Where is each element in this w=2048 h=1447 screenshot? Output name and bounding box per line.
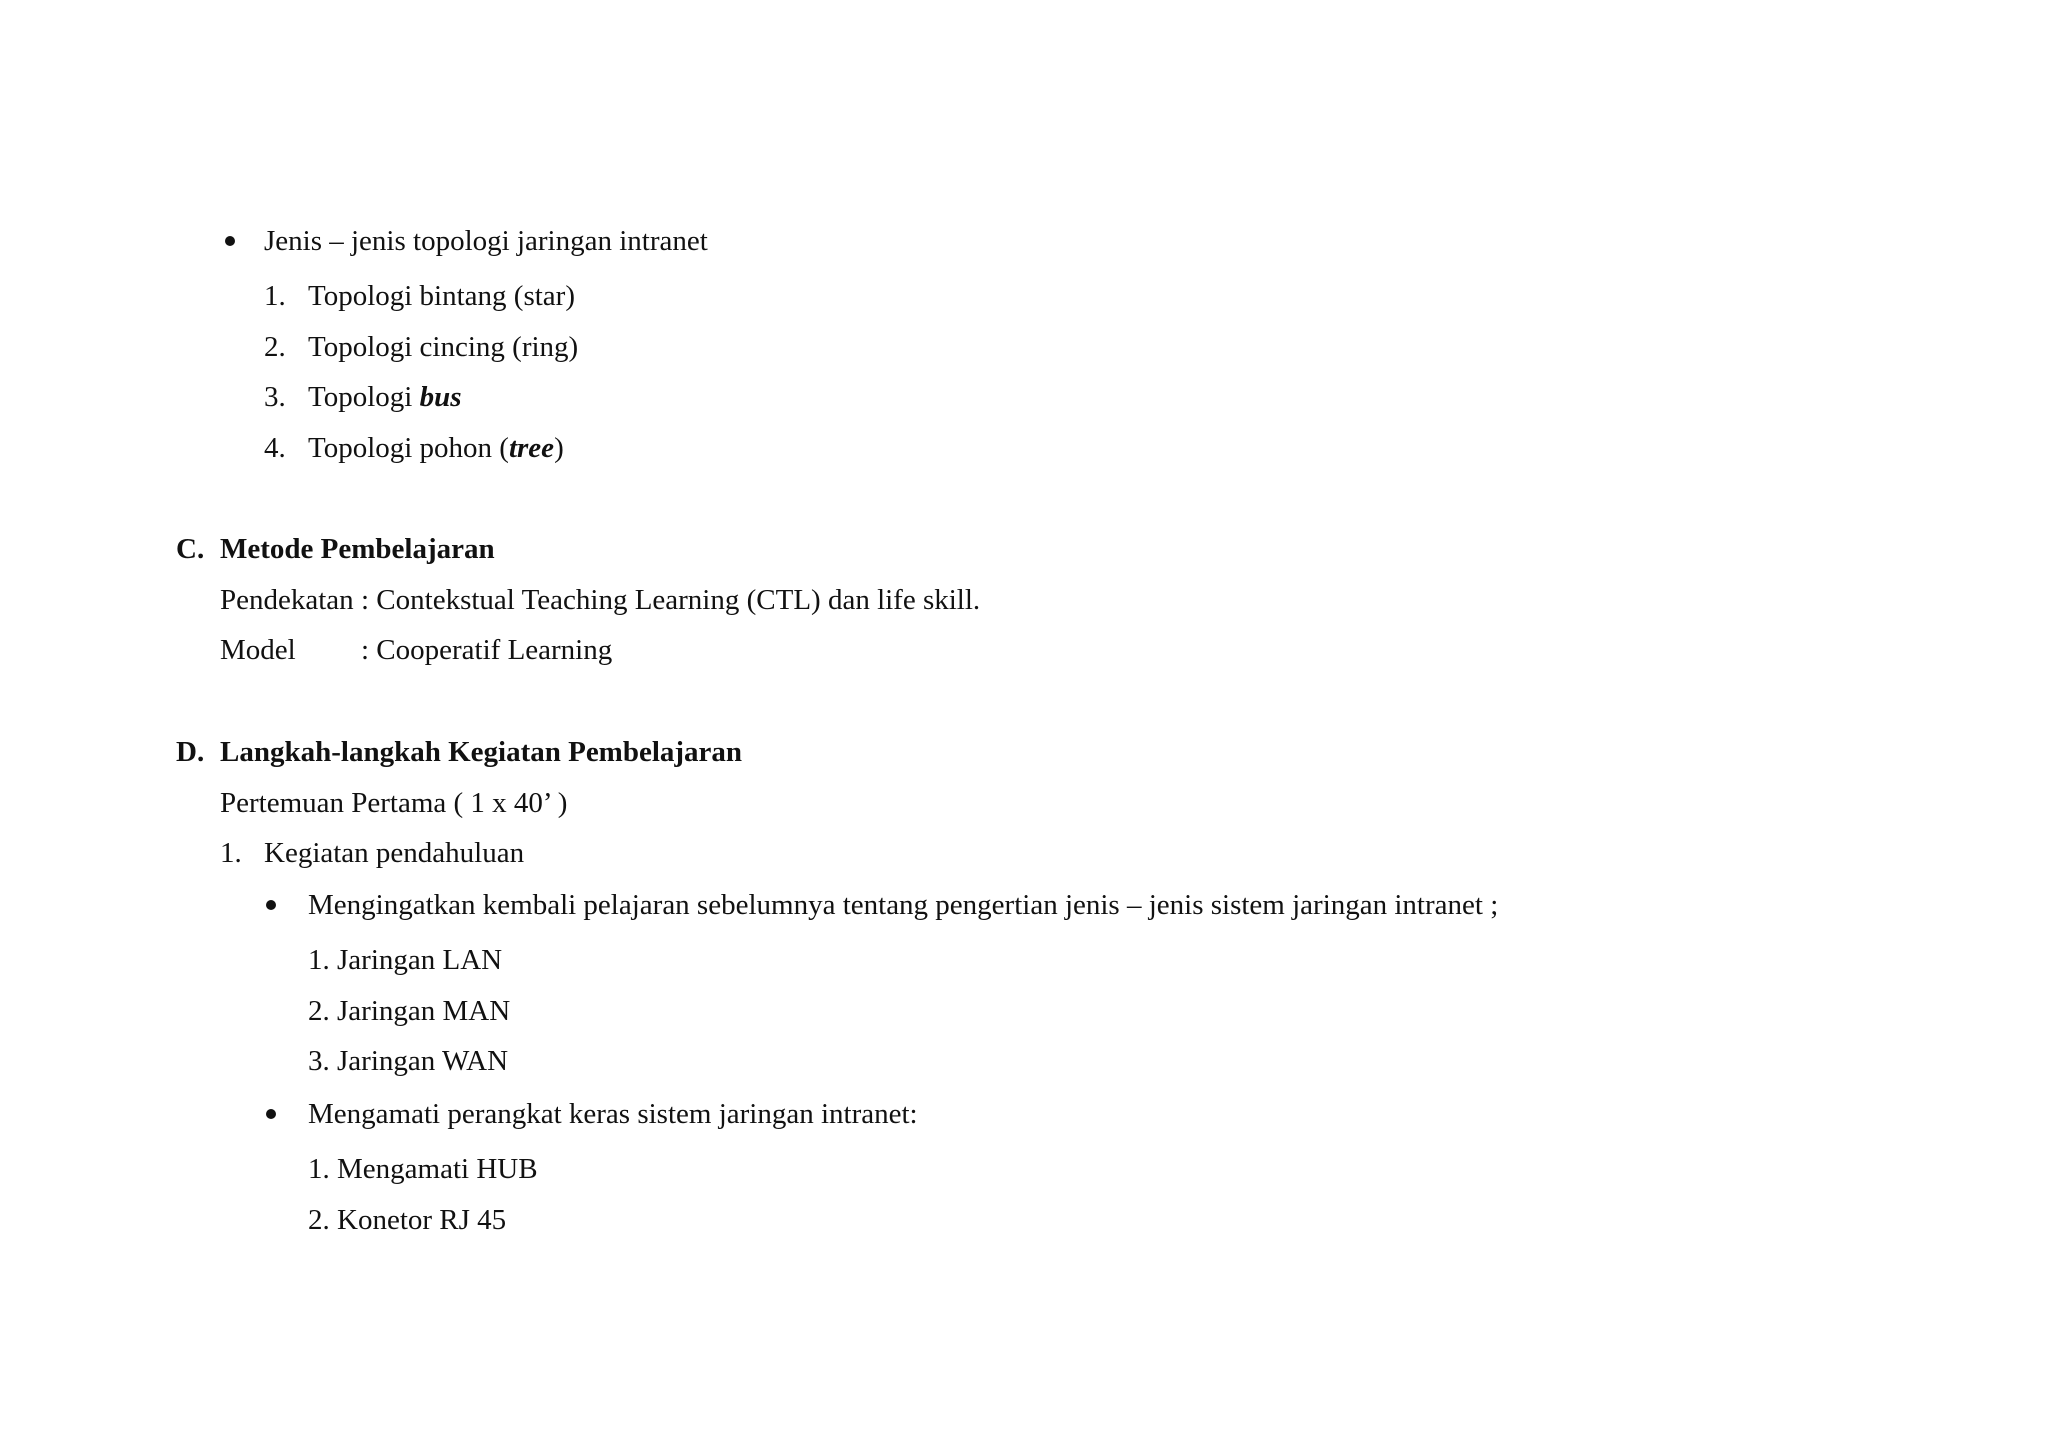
bullet-icon — [225, 236, 235, 246]
pendekatan-value: : Contekstual Teaching Learning (CTL) dan life skill. — [361, 584, 981, 616]
topologi-item-1-number: 1. — [264, 280, 286, 312]
topologi-item-4-emphasis: tree — [508, 432, 555, 464]
topologi-item-3-number: 3. — [264, 381, 286, 413]
topologi-item-3-emphasis: bus — [419, 381, 462, 413]
bullet-2-text: Mengamati perangkat keras sistem jaringan intranet: — [308, 1098, 918, 1130]
model-value: : Cooperatif Learning — [361, 634, 613, 666]
topologi-item-4-after: ) — [554, 432, 564, 464]
topologi-item-1: Topologi bintang (star) — [308, 280, 575, 312]
meeting-label: Pertemuan Pertama ( 1 x 40’ ) — [220, 787, 568, 819]
topologi-item-3 — [308, 383, 461, 412]
list1-item-2: 2. Jaringan MAN — [308, 995, 511, 1027]
step-title: Kegiatan pendahuluan — [264, 837, 525, 869]
section-c-title: Metode Pembelajaran — [220, 533, 495, 565]
topologi-item-2-number: 2. — [264, 331, 286, 363]
list2-item-2: 2. Konetor RJ 45 — [308, 1204, 507, 1236]
topologi-item-3-text: Topologi — [308, 381, 420, 413]
topologi-item-4-number: 4. — [264, 432, 286, 464]
section-d-title: Langkah-langkah Kegiatan Pembelajaran — [220, 736, 743, 768]
pendekatan-label: Pendekatan — [220, 584, 354, 616]
bullet-1-text: Mengingatkan kembali pelajaran sebelumnya tentang pengertian jenis – jenis sistem jaringan intranet ; — [308, 889, 1499, 921]
step-number: 1. — [220, 837, 242, 869]
topologi-heading: Jenis – jenis topologi jaringan intranet — [264, 225, 708, 257]
topologi-item-4 — [308, 434, 564, 463]
topologi-item-4-text: Topologi pohon ( — [308, 432, 509, 464]
model-label: Model — [220, 634, 296, 666]
list1-item-3: 3. Jaringan WAN — [308, 1045, 509, 1077]
bullet-icon — [266, 900, 276, 910]
section-c-letter: C. — [176, 533, 205, 565]
bullet-icon — [266, 1109, 276, 1119]
topologi-item-2: Topologi cincing (ring) — [308, 331, 579, 363]
section-d-letter: D. — [176, 736, 205, 768]
list1-item-1: 1. Jaringan LAN — [308, 944, 503, 976]
list2-item-1: 1. Mengamati HUB — [308, 1153, 538, 1185]
